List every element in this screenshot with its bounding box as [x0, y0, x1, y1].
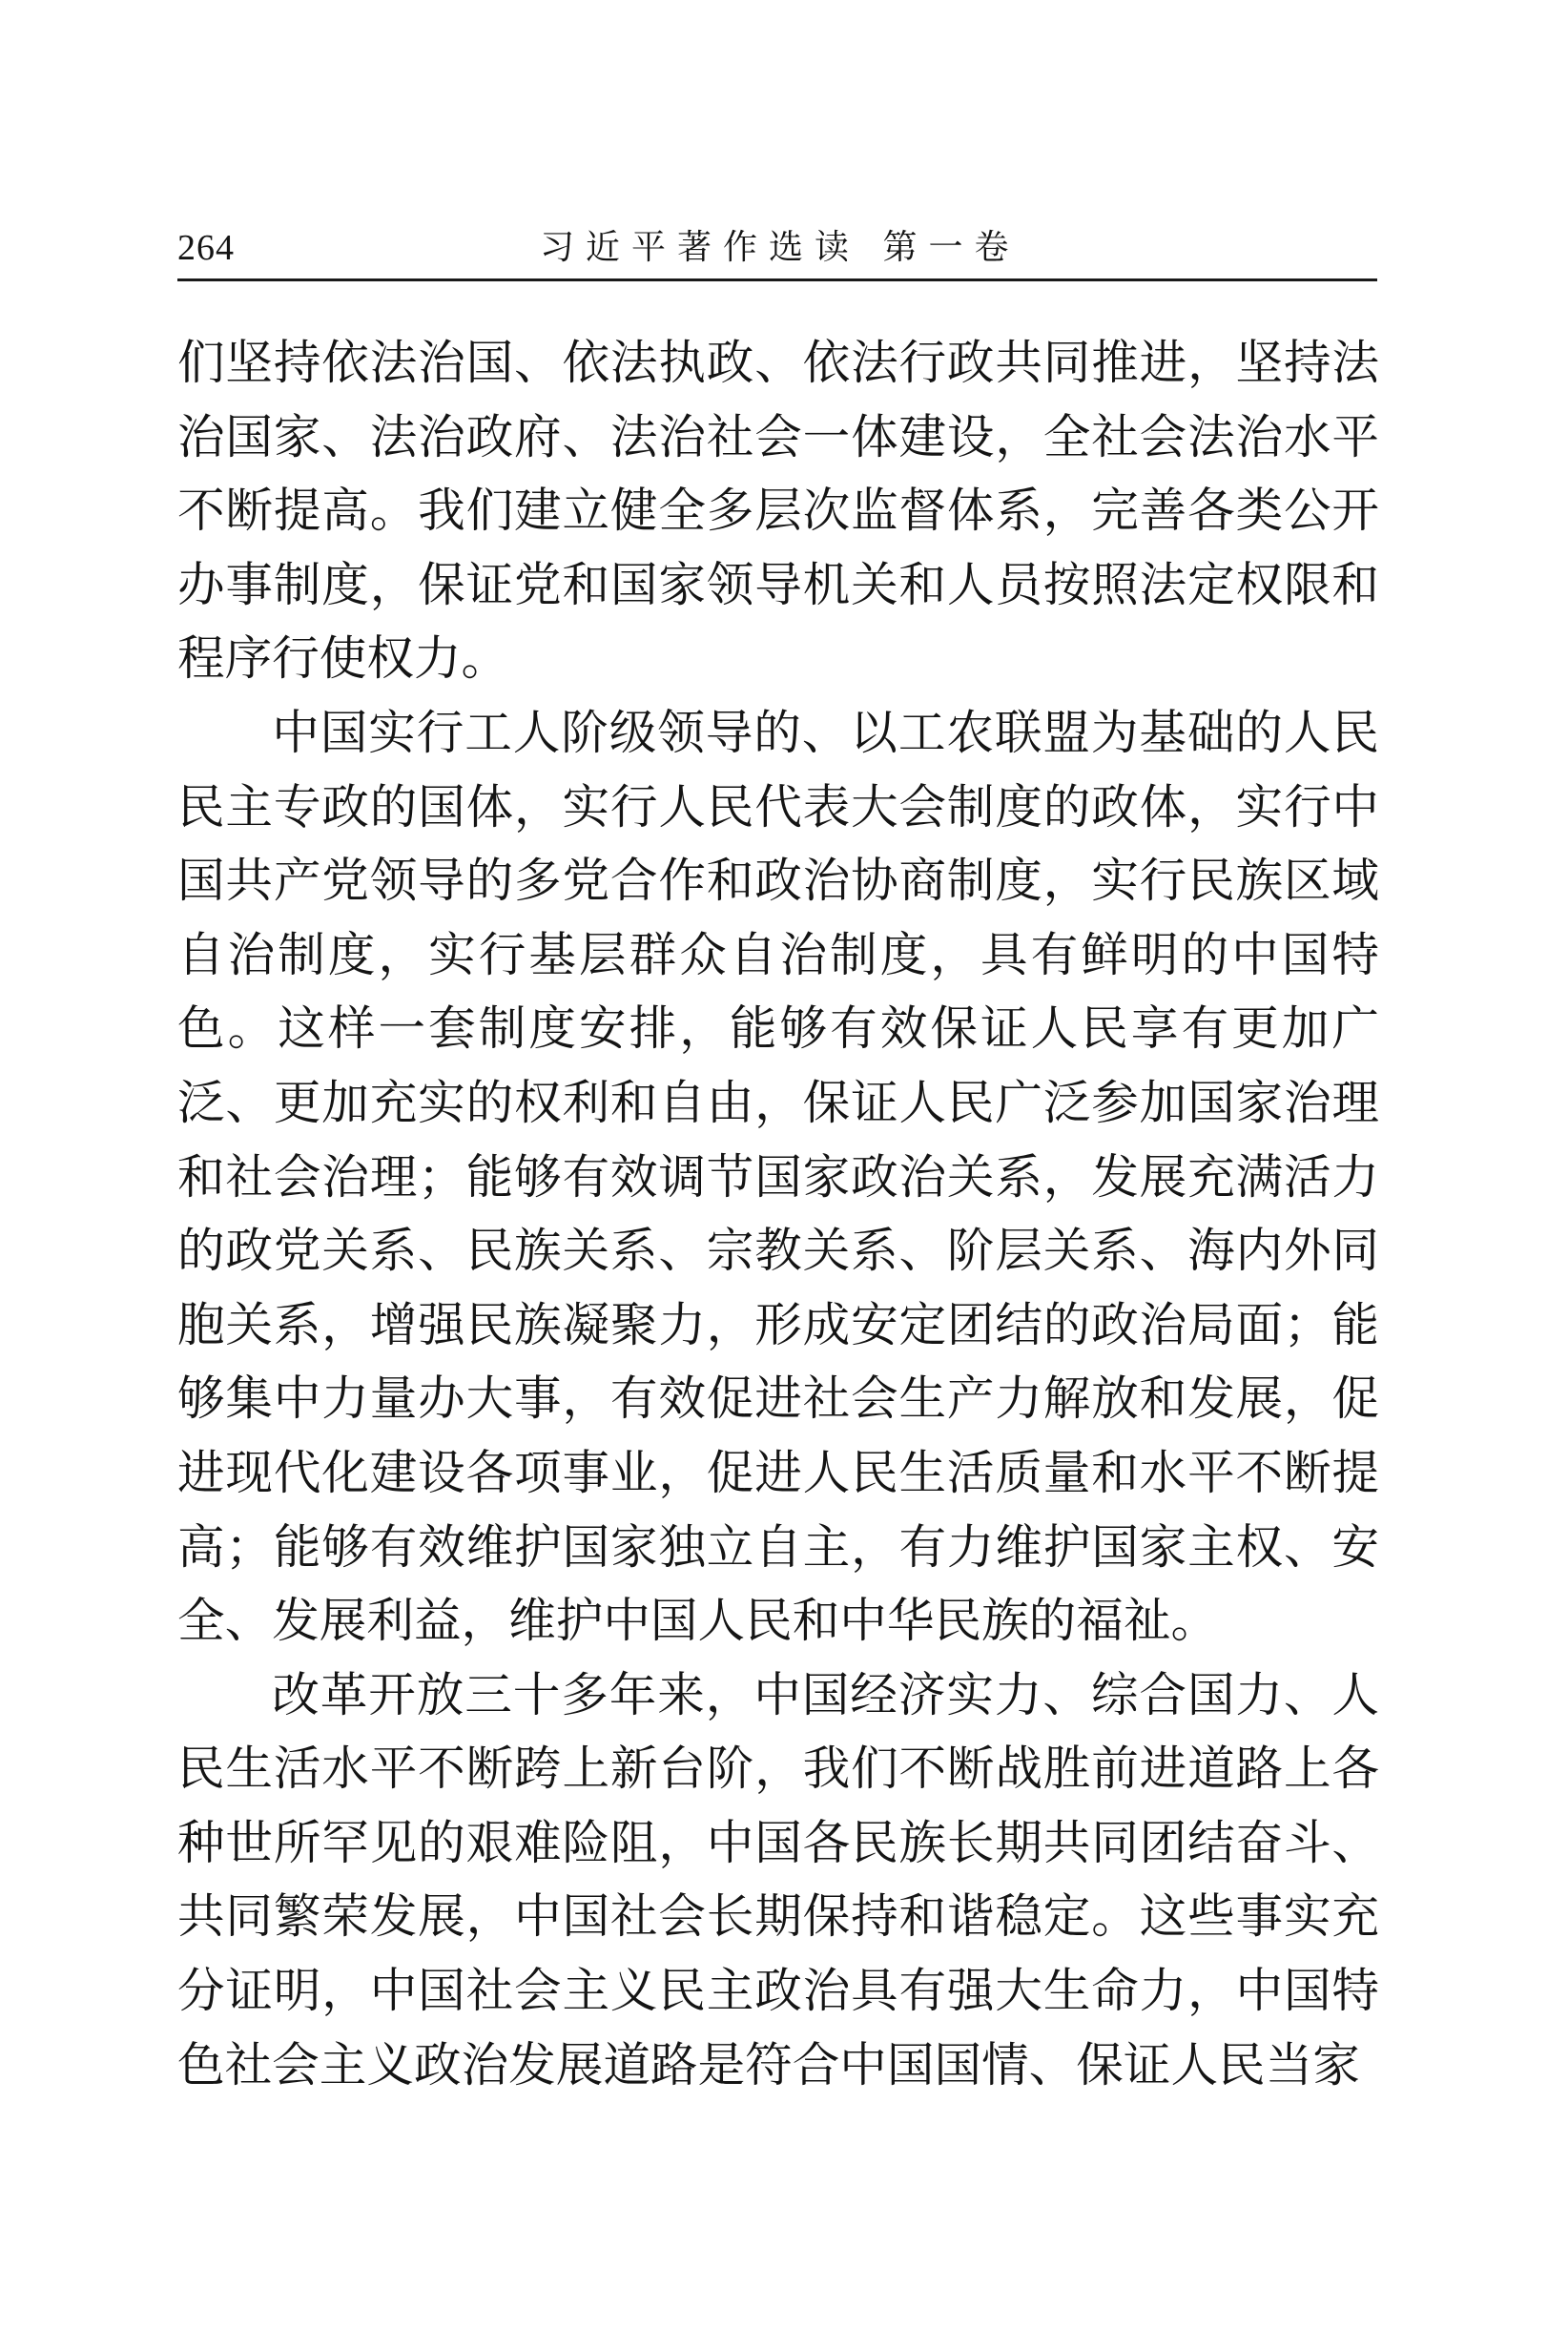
header-rule: [177, 278, 1377, 281]
page-number: 264: [177, 228, 235, 268]
book-title: 习近平著作选读 第一卷: [540, 228, 1021, 267]
body-text: [177, 326, 1379, 2102]
paragraph: 改革开放三十多年来，中国经济实力、综合国力、人民生活水平不断跨上新台阶，我们不断战胜前进道路上各种世所罕见的艰难险阻，中国各民族长期共同团结奋斗、共同繁荣发展，中国社会长期保持和谐稳定。这些事实充分证明，中国社会主义民主政治具有强大生命力，中国特色社会主义政治发展道路是符合中国国情、保证人民当家: [177, 1666, 1379, 2092]
running-header: [177, 217, 1377, 278]
paragraph-continued: 们坚持依法治国、依法执政、依法行政共同推进，坚持法治国家、法治政府、法治社会一体建设，全社会法治水平不断提高。我们建立健全多层次监督体系，完善各类公开办事制度，保证党和国家领导机关和人员按照法定权限和程序行使权力。: [177, 335, 1379, 687]
paragraph: 中国实行工人阶级领导的、以工农联盟为基础的人民民主专政的国体，实行人民代表大会制度的政体，实行中国共产党领导的多党合作和政治协商制度，实行民族区域自治制度，实行基层群众自治制度，具有鲜明的中国特色。这样一套制度安排，能够有效保证人民享有更加广泛、更加充实的权利和自由，保证人民广泛参加国家治理和社会治理；能够有效调节国家政治关系，发展充满活力的政党关系、民族关系、宗教关系、阶层关系、海内外同胞关系，增强民族凝聚力，形成安定团结的政治局面；能够集中力量办大事，有效促进社会生产力解放和发展，促进现代化建设各项事业，促进人民生活质量和水平不断提高；能够有效维护国家独立自主，有力维护国家主权、安全、发展利益，维护中国人民和中华民族的福祉。: [177, 704, 1379, 1649]
